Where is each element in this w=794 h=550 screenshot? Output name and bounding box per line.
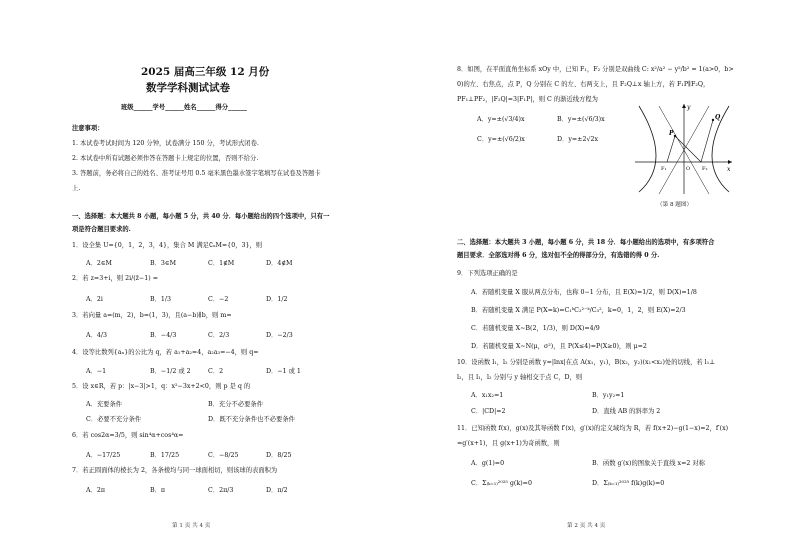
q9-option-c: C．若随机变量 X∼B(2，1/3)，则 D(X)=4/9 xyxy=(471,325,600,332)
q3-option-b: B．−4/3 xyxy=(150,332,177,339)
question-5-stem: 5．设 x∈R，若 p：|x−3|>1，q：x²−3x+2<0，则 p 是 q 的 xyxy=(72,383,251,390)
question-7-stem: 7．若正圆面体的棱长为 2，各条棱均与同一球面相切，则该球的表面积为 xyxy=(72,467,278,474)
q4-option-b: B．−1/2 或 2 xyxy=(150,368,191,375)
segment-f2-q xyxy=(701,120,713,162)
q1-option-d: D．4∉M xyxy=(266,260,293,267)
notice-3: 3. 答题前，务必将自己的姓名、准考证号用 0.5 毫米黑色墨水签字笔填写在试卷及答题卡 xyxy=(72,170,321,177)
q2-option-a: A．2i xyxy=(86,296,103,303)
question-8-stem-2: 0)的左、右焦点，点 P，Q 分别在 C 的左、右两支上，且 F₂Q⊥x 轴上方，若 F₁P∥F₂Q， xyxy=(457,81,710,88)
label-y: y xyxy=(687,104,691,111)
q11-option-b: B．函数 g′(x)的图象关于直线 x=2 对称 xyxy=(592,460,705,467)
question-6-stem: 6．若 cos2α=3/5，则 sin⁴α+cos⁴α= xyxy=(72,432,184,439)
x-axis-arrow xyxy=(728,160,732,164)
q7-option-a: A．2π xyxy=(86,487,105,494)
question-2-stem: 2．若 z=3+i，则 2i/(z̄−1) = xyxy=(72,275,159,282)
q11-option-a: A．g(1)=0 xyxy=(471,460,505,467)
question-11-stem-2: =g′(x+1)，且 g(x+1)为奇函数，则 xyxy=(457,440,560,447)
hyperbola-left-branch xyxy=(639,106,656,192)
y-axis-arrow xyxy=(682,104,686,108)
q2-option-b: B．1/3 xyxy=(150,296,172,303)
q4-option-a: A．−1 xyxy=(86,368,107,375)
section1-heading: 一、选择题：本大题共 8 小题，每小题 5 分，共 40 分．每小题给出的四个选项中，只有一 xyxy=(72,213,330,220)
q1-option-a: A．2∈M xyxy=(86,260,112,267)
q3-option-a: A．4/3 xyxy=(86,332,107,339)
q10-option-c: C．|CD|=2 xyxy=(471,408,506,415)
question-10-stem-2: l₂，且 l₁，l₂ 分别与 y 轴相交于点 C，D，则 xyxy=(457,374,583,381)
question-9-stem: 9．下列选项正确的是 xyxy=(457,270,518,277)
section2-heading-cont: 题目要求．全部选对得 6 分，选对但不全的得部分分，有选错的得 0 分. xyxy=(457,252,660,259)
section2-heading: 二、选择题：本大题共 3 小题，每小题 6 分，共 18 分．每小题给出的选项中，有多项符合 xyxy=(457,239,715,246)
right-page xyxy=(397,0,794,550)
point-p xyxy=(674,135,676,137)
q3-option-c: C．2/3 xyxy=(208,332,230,339)
exam-title: 2025 届高三年级 12 月份 xyxy=(141,66,270,78)
q11-option-c: C．Σ₍ₖ₌₁₎²⁰²⁵ g(k)=0 xyxy=(471,480,532,487)
q8-option-c: C．y=±(√6/2)x xyxy=(477,136,525,143)
q8-option-d: D．y=±2√2x xyxy=(557,136,599,143)
label-f2: F₂ xyxy=(702,166,708,172)
q5-option-a: A．充要条件 xyxy=(86,401,123,408)
notice-title: 注意事项： xyxy=(72,125,104,132)
q8-hyperbola-figure xyxy=(629,100,734,196)
q6-option-b: B．17/25 xyxy=(150,452,180,459)
q8-figure-caption: （第 8 题图） xyxy=(657,202,693,208)
notice-2: 2. 本试卷中所有试题必须作答在答题卡上规定的位置，否则不给分. xyxy=(72,155,259,162)
q10-option-b: B．y₁y₂=1 xyxy=(592,392,625,399)
question-4-stem: 4．设等比数列{aₙ}的公比为 q，若 a₁+a₂=4，a₂a₃=−4，则 q= xyxy=(72,349,259,356)
notice-3-cont: 上. xyxy=(72,185,81,192)
q9-option-a: A．若随机变量 X 服从两点分布，也称 0−1 分布，且 E(X)=1/2，则 D(X)=1/8 xyxy=(471,289,697,296)
section1-heading-cont: 项是符合题目要求的. xyxy=(72,226,131,233)
notice-1: 1. 本试卷考试时间为 120 分钟，试卷满分 150 分，考试形式闭卷. xyxy=(72,140,259,147)
label-f1: F₁ xyxy=(661,166,667,172)
q4-option-c: C．2 xyxy=(208,368,224,375)
question-8-stem-1: 8．如图，在平面直角坐标系 xOy 中，已知 F₁，F₂ 分别是双曲线 C: x²/a² − y²/b² = 1(a>0，b> xyxy=(457,66,734,73)
q4-option-d: D．−1 或 1 xyxy=(266,368,301,375)
q7-option-c: C．2π/3 xyxy=(208,487,234,494)
question-1-stem: 1．设全集 U={0，1，2，3，4}，集合 M 满足∁ᵤM={0，3}，则 xyxy=(72,242,263,249)
label-p: P xyxy=(669,130,674,137)
question-8-stem-3: PF₁⊥PF₂，|F₂Q|=3|F₁P|，则 C 的渐近线方程为 xyxy=(457,96,598,103)
q1-option-b: B．3∈M xyxy=(150,260,177,267)
label-x: x xyxy=(727,166,731,173)
q9-option-d: D．若随机变量 X∼N(μ，σ²)，且 P(X≤4)=P(X≥0)，则 μ=2 xyxy=(471,343,647,350)
exam-subtitle: 数学学科测试试卷 xyxy=(146,82,230,94)
question-11-stem-1: 11．已知函数 f(x)，g(x)及其导函数 f′(x)，g′(x)的定义域均为 R，若 f(x+2)−g(1−x)=2，f′(x) xyxy=(457,425,729,432)
q10-option-d: D．直线 AB 的斜率为 2 xyxy=(592,408,661,415)
q8-option-b: B．y=±(√6/3)x xyxy=(557,116,605,123)
q3-option-d: D．−2/3 xyxy=(266,332,293,339)
question-3-stem: 3．若向量 a=(m，2)，b=(1，3)，且(a−b)∥b，则 m= xyxy=(72,312,232,319)
q6-option-c: C．−8/25 xyxy=(208,452,239,459)
q10-option-a: A．x₁x₂=1 xyxy=(471,392,504,399)
q11-option-d: D．Σ₍ₖ₌₁₎²⁰²⁵ f(k)g(k)=0 xyxy=(592,480,665,487)
q9-option-b: B．若随机变量 X 满足 P(X=k)=C₁ᵏC₂²⁻ᵏ/C₃²，k=0，1，2，则 E(X)=2/3 xyxy=(471,307,686,314)
q5-option-b: B．充分不必要条件 xyxy=(208,401,264,408)
q2-option-c: C．−2 xyxy=(208,296,229,303)
segment-p-f2 xyxy=(675,136,701,162)
q6-option-a: A．−17/25 xyxy=(86,452,121,459)
q7-option-d: D．π/2 xyxy=(266,487,288,494)
page-footer-right: 第 2 页 共 4 页 xyxy=(567,523,606,529)
segment-f1-p xyxy=(667,136,675,162)
q8-option-a: A．y=±(√3/4)x xyxy=(477,116,525,123)
q5-option-d: D．既不充分条件也不必要条件 xyxy=(208,416,295,423)
label-o: O xyxy=(686,166,691,172)
page-footer-left: 第 1 页 共 4 页 xyxy=(172,523,211,529)
q1-option-c: C．1∉M xyxy=(208,260,235,267)
label-q: Q xyxy=(715,114,721,121)
q5-option-c: C．必要不充分条件 xyxy=(86,416,142,423)
point-q xyxy=(712,119,714,121)
q7-option-b: B．π xyxy=(150,487,166,494)
student-info-line: 班级______学号______姓名______得分______ xyxy=(121,104,247,111)
question-10-stem-1: 10．设函数 l₁，l₂ 分别是函数 y=|lnx|在点 A(x₁，y₁)，B(x₂，y₂)(x₁<x₂)处的切线，若 l₁⊥ xyxy=(457,359,716,366)
q2-option-d: D．1/2 xyxy=(266,296,288,303)
q6-option-d: D．8/25 xyxy=(266,452,292,459)
